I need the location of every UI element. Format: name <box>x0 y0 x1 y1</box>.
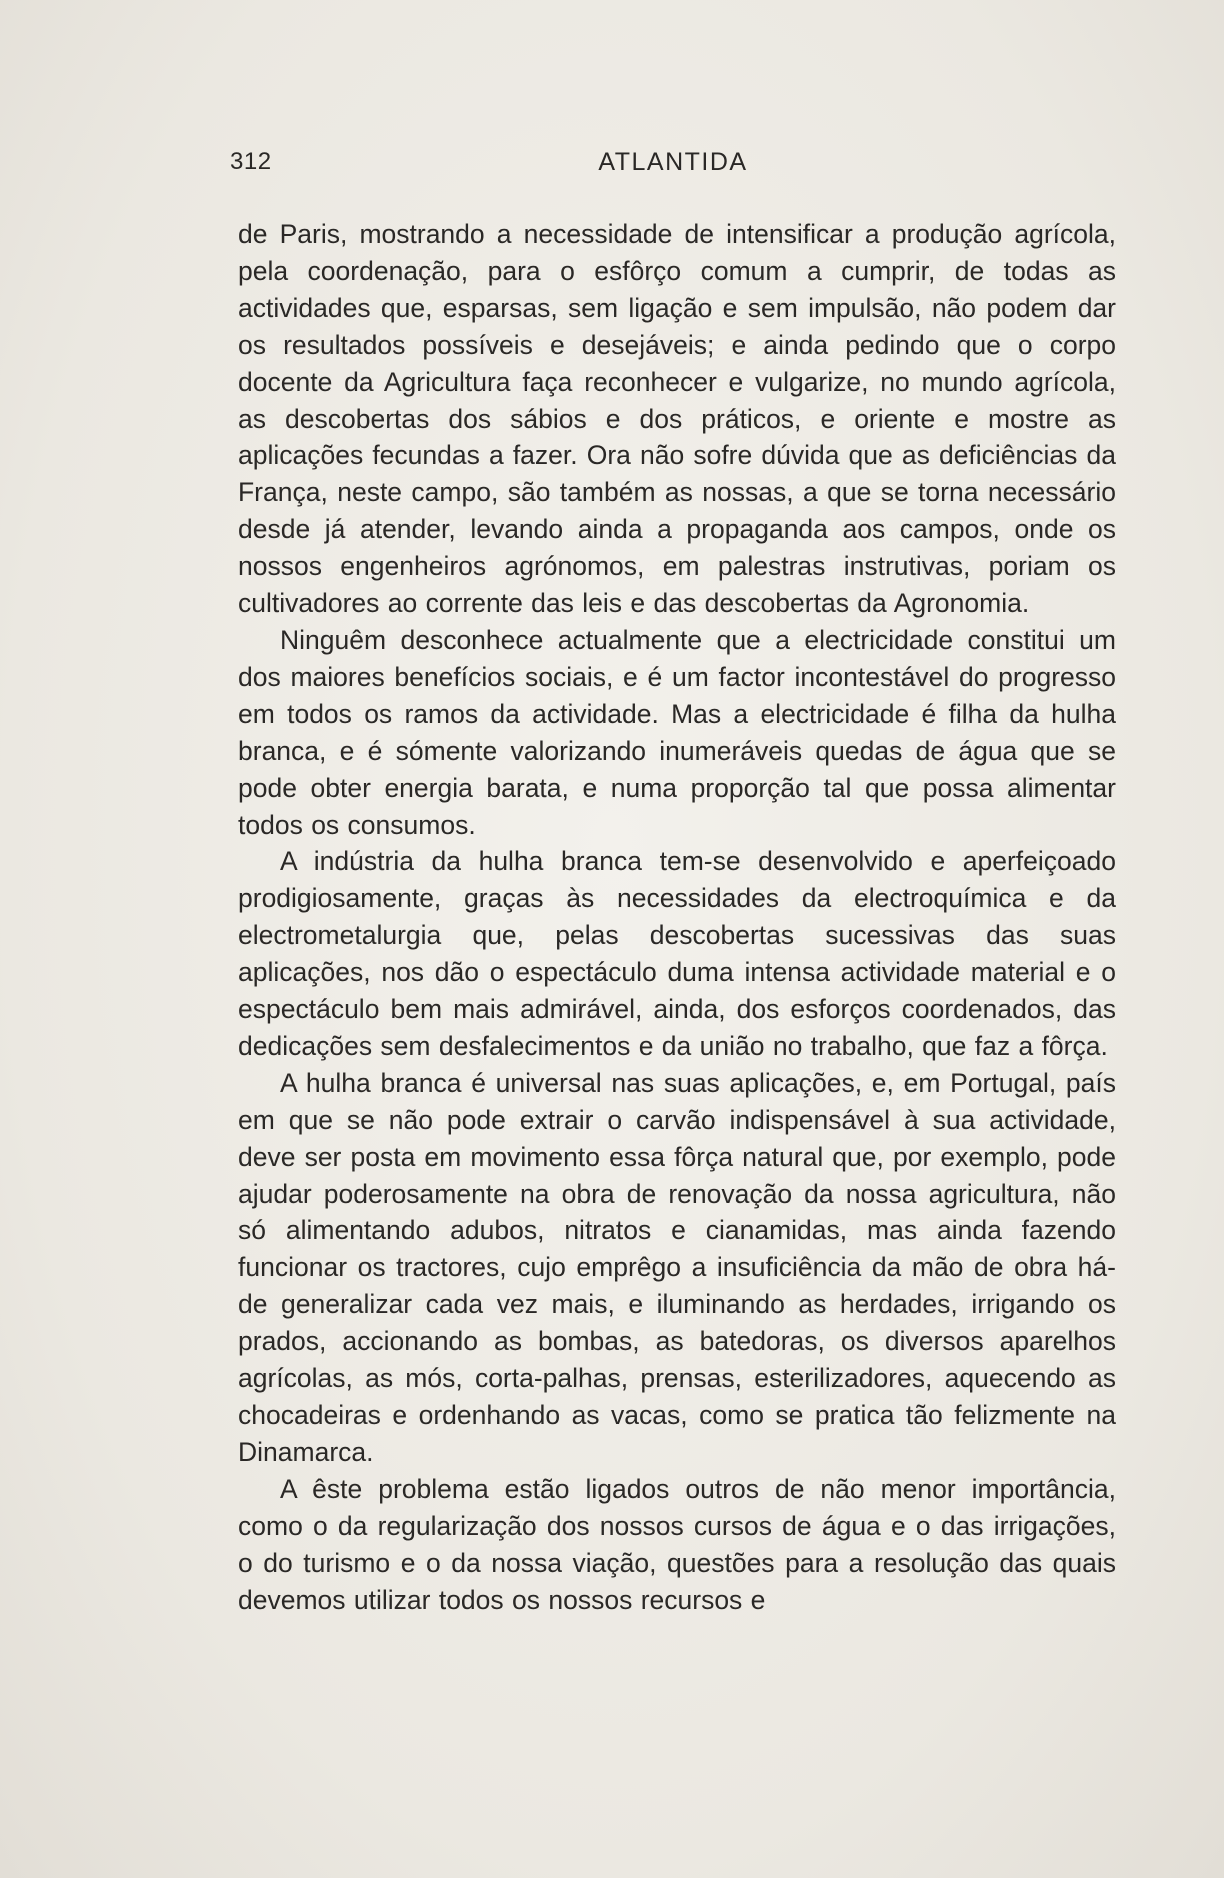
running-title: ATLANTIDA <box>598 148 748 176</box>
paragraph-4: A hulha branca é universal nas suas aplicações, e, em Portugal, país em que se não pode extrair o carvão indispensável à sua actividade, deve ser posta em movimento essa fôrça natural que, por exemplo, pode ajudar poderosamente na obra de renovação da nossa agricultura, não só alimentando adubos, nitratos e cianamidas, mas ainda fazendo funcionar os tractores, cujo emprêgo a insuficiência da mão de obra há-de generalizar cada vez mais, e iluminando as herdades, irrigando os prados, accionando as bombas, as batedoras, os diversos aparelhos agrícolas, as mós, corta-palhas, prensas, esterilizadores, aquecendo as chocadeiras e ordenhando as vacas, como se pratica tão felizmente na Dinamarca. <box>238 1067 1116 1467</box>
page-header <box>230 148 1116 182</box>
paragraph-2: Ninguêm desconhece actualmente que a electricidade constitui um dos maiores benefícios sociais, e é um factor incontestável do progresso em todos os ramos da actividade. Mas a electricidade é filha da hulha branca, e é sómente valorizando inumeráveis quedas de água que se pode obter energia barata, e numa proporção tal que possa alimentar todos os consumos. <box>238 624 1116 840</box>
paragraph-3: A indústria da hulha branca tem-se desenvolvido e aperfeiçoado prodigiosamente, graças às necessidades da electroquímica e da electrometalurgia que, pelas descobertas sucessivas das suas aplicações, nos dão o espectáculo duma intensa actividade material e o espectáculo bem mais admirável, ainda, dos esforços coordenados, das dedicações sem desfalecimentos e da união no trabalho, que faz a fôrça. <box>238 846 1116 1061</box>
body-text <box>238 216 1116 1618</box>
paragraph-1: de Paris, mostrando a necessidade de intensificar a produção agrícola, pela coordenação, para o esfôrço comum a cumprir, de todas as actividades que, esparsas, sem ligação e sem impulsão, não podem dar os resultados possíveis e desejáveis; e ainda pedindo que o corpo docente da Agricultura faça reconhecer e vulgarize, no mundo agrícola, as descobertas dos sábios e dos práticos, e oriente e mostre as aplicações fecundas a fazer. Ora não sofre dúvida que as deficiências da França, neste campo, são também as nossas, a que se torna necessário desde já atender, levando ainda a propaganda aos campos, onde os nossos engenheiros agrónomos, em palestras instrutivas, poriam os cultivadores ao corrente das leis e das descobertas da Agronomia. <box>238 219 1116 619</box>
page-number: 312 <box>230 148 272 175</box>
paragraph-5: A êste problema estão ligados outros de não menor importância, como o da regularização dos nossos cursos de água e o das irrigações, o do turismo e o da nossa viação, questões para a resolução das quais devemos utilizar todos os nossos recursos e <box>238 1473 1116 1615</box>
